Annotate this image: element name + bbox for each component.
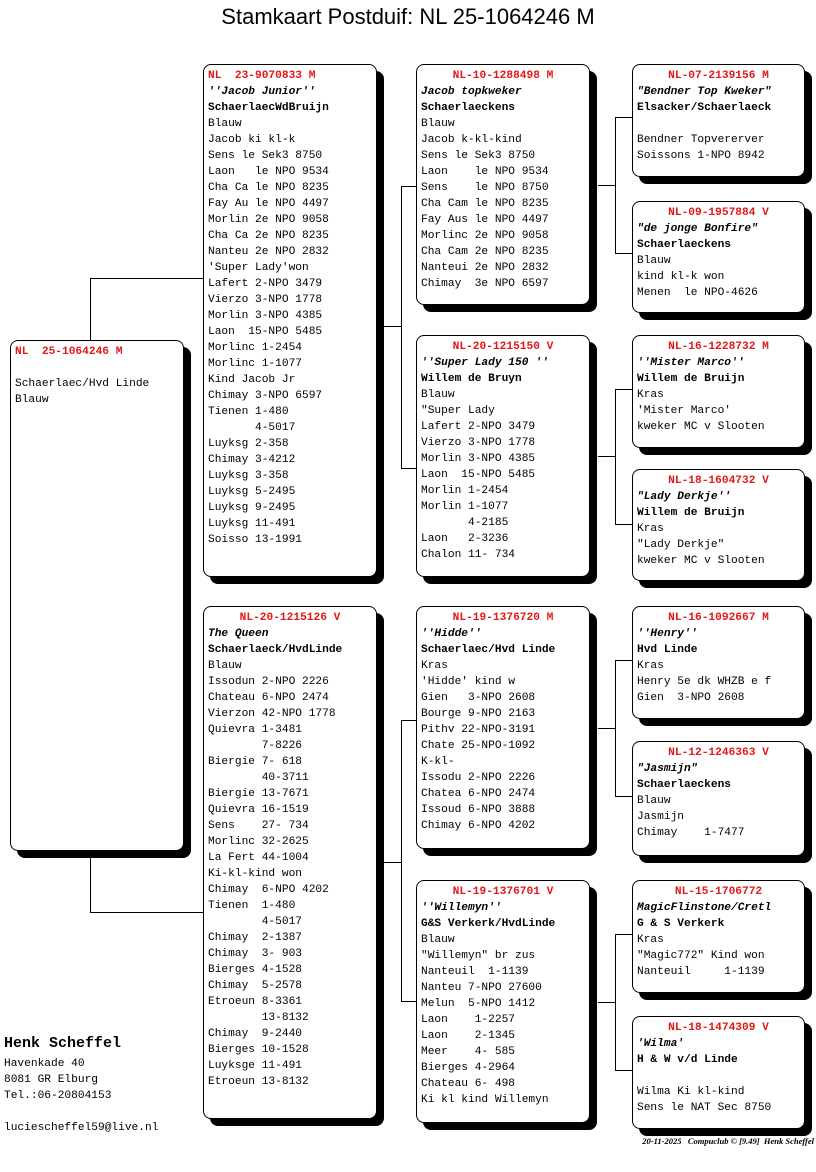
connector-line	[401, 468, 416, 469]
connector-line	[615, 660, 616, 797]
breeder: Hvd Linde	[637, 644, 698, 656]
breeder: G & S Verkerk	[637, 918, 725, 930]
breeder: Willem de Bruijn	[637, 373, 745, 385]
info-line: Wilma Ki kl-kind	[637, 1086, 745, 1098]
info-line: Vierzo 3-NPO 1778	[208, 294, 323, 306]
info-line: Meer 4- 585	[421, 1046, 515, 1058]
info-line: Chalon 11- 734	[421, 549, 515, 561]
breeder: Schaerlaeckens	[421, 102, 515, 114]
breeder: Willem de Bruyn	[421, 373, 522, 385]
info-line: Bourge 9-NPO 2163	[421, 708, 536, 720]
ring-number: NL-09-1957884 V	[668, 207, 769, 219]
info-line: Sens le NPO 8750	[421, 182, 549, 194]
info-line: Blauw	[421, 389, 455, 401]
info-line: Vierzon 42-NPO 1778	[208, 708, 336, 720]
ring-number: NL-19-1376701 V	[452, 886, 554, 898]
pigeon-card-father-mother[interactable]	[416, 335, 590, 577]
info-line: Cha Ca le NPO 8235	[208, 182, 329, 194]
info-line: Laon 2-3236	[421, 533, 509, 545]
info-line: Etroeun 13-8132	[208, 1076, 309, 1088]
ring-number: NL-18-1474309 V	[668, 1022, 769, 1034]
info-line: Chimay 5-2578	[208, 980, 302, 992]
info-line: Morlinc 32-2625	[208, 836, 309, 848]
info-line: Chimay 6-NPO 4202	[208, 884, 329, 896]
pigeon-card-mother-mother[interactable]	[416, 880, 590, 1123]
info-line: "Willemyn" br zus	[421, 950, 536, 962]
info-line: kind kl-k won	[637, 271, 725, 283]
pigeon-name: "de jonge Bonfire"	[637, 223, 758, 235]
info-line: Laon le NPO 9534	[421, 166, 549, 178]
info-line: Morlin 3-NPO 4385	[421, 453, 536, 465]
info-line: Kras	[637, 389, 664, 401]
info-line: Bierges 4-1528	[208, 964, 302, 976]
info-line: Bierges 10-1528	[208, 1044, 309, 1056]
connector-line	[598, 728, 616, 729]
info-line: Morlinc 1-2454	[208, 342, 302, 354]
ring-number: NL-16-1228732 M	[668, 341, 769, 353]
breeder: Elsacker/Schaerlaeck	[637, 102, 772, 114]
info-line: Gien 3-NPO 2608	[421, 692, 536, 704]
info-line: Jacob k-kl-kind	[421, 134, 522, 146]
info-line: Blauw	[637, 255, 671, 267]
ring-number: NL 25-1064246 M	[15, 346, 123, 358]
info-line: Cha Cam le NPO 8235	[421, 198, 549, 210]
info-line: Sens le Sek3 8750	[421, 150, 536, 162]
info-line: "Magic772" Kind won	[637, 950, 765, 962]
info-line: Issodu 2-NPO 2226	[421, 772, 536, 784]
info-line: Nanteu 7-NPO 27600	[421, 982, 542, 994]
info-line: Issoud 6-NPO 3888	[421, 804, 536, 816]
info-line: Luyksge 11-491	[208, 1060, 302, 1072]
info-line: Lafert 2-NPO 3479	[208, 278, 323, 290]
pigeon-name: The Queen	[208, 628, 269, 640]
pigeon-card-mfm[interactable]	[632, 741, 805, 856]
breeder: G&S Verkerk/HvdLinde	[421, 918, 556, 930]
ring-number: NL-20-1215126 V	[239, 612, 341, 624]
info-line: Luyksg 5-2495	[208, 486, 296, 498]
info-line: Sens le NAT Sec 8750	[637, 1102, 772, 1114]
pigeon-card-mff[interactable]	[632, 606, 805, 719]
info-line: 'Hidde' kind w	[421, 676, 515, 688]
info-line: Laon 15-NPO 5485	[208, 326, 323, 338]
breeder: Schaerlaeckens	[637, 779, 731, 791]
ring-number: NL-16-1092667 M	[668, 612, 769, 624]
pigeon-name: ''Hidde''	[421, 628, 482, 640]
ring-number: NL-15-1706772	[674, 886, 763, 898]
info-line: Quievra 1-3481	[208, 724, 302, 736]
info-line: "Super Lady	[421, 405, 495, 417]
page-title: Stamkaart Postduif: NL 25-1064246 M	[221, 4, 595, 29]
info-line: Blauw	[421, 118, 455, 130]
breeder: SchaerlaecWdBruijn	[208, 102, 329, 114]
info-line: kweker MC v Slooten	[637, 421, 765, 433]
pigeon-card-subject[interactable]	[10, 340, 184, 851]
connector-line	[401, 720, 402, 1002]
connector-line	[401, 1001, 416, 1002]
info-line: Schaerlaec/Hvd Linde	[15, 378, 150, 390]
info-line: 'Mister Marco'	[637, 405, 731, 417]
info-line: "Lady Derkje"	[637, 539, 725, 551]
connector-line	[401, 186, 416, 187]
info-line: 13-8132	[208, 1012, 309, 1024]
info-line: Chimay 1-7477	[637, 827, 745, 839]
connector-line	[598, 1002, 616, 1003]
pigeon-card-mmm[interactable]	[632, 1016, 805, 1129]
info-line: Laon 2-1345	[421, 1030, 515, 1042]
info-line: Chimay 3-NPO 6597	[208, 390, 323, 402]
breeder: Willem de Bruijn	[637, 507, 745, 519]
pigeon-card-fmm[interactable]	[632, 469, 805, 581]
ring-number: NL-18-1604732 V	[668, 475, 769, 487]
info-line: Chimay 3e NPO 6597	[421, 278, 549, 290]
info-line: 7-8226	[208, 740, 302, 752]
pigeon-card-fmf[interactable]	[632, 335, 805, 448]
pigeon-name: Jacob topkweker	[421, 86, 522, 98]
pigeon-card-father[interactable]	[203, 64, 377, 577]
info-line: Nanteuil 1-1139	[637, 966, 765, 978]
ring-number: NL-07-2139156 M	[668, 70, 769, 82]
program-credit: Compuclub © [9.49] Henk Scheffel	[687, 1136, 814, 1146]
info-line: Tienen 1-480	[208, 900, 296, 912]
connector-line	[615, 117, 616, 254]
info-line: Blauw	[421, 934, 455, 946]
info-line: 4-5017	[208, 422, 296, 434]
breeder: Schaerlaeck/HvdLinde	[208, 644, 343, 656]
info-line: Laon 1-2257	[421, 1014, 515, 1026]
owner-block	[4, 1034, 158, 1136]
info-line: Bendner Topvererver	[637, 134, 765, 146]
info-line: kweker MC v Slooten	[637, 555, 765, 567]
info-line: Luyksg 2-358	[208, 438, 289, 450]
info-line: Chatea 6-NPO 2474	[421, 788, 536, 800]
info-line: Jasmijn	[637, 811, 684, 823]
info-line: Luyksg 9-2495	[208, 502, 296, 514]
info-line: Pithv 22-NPO-3191	[421, 724, 536, 736]
info-line: 4-5017	[208, 916, 302, 928]
info-line: Etroeun 8-3361	[208, 996, 302, 1008]
pigeon-card-father-father[interactable]	[416, 64, 590, 305]
info-line: Vierzo 3-NPO 1778	[421, 437, 536, 449]
info-line: Laon 15-NPO 5485	[421, 469, 536, 481]
connector-line	[615, 524, 632, 525]
info-line: Chimay 6-NPO 4202	[421, 820, 536, 832]
connector-line	[401, 720, 416, 721]
pigeon-name: 'Wilma'	[637, 1038, 684, 1050]
info-line: 40-3711	[208, 772, 309, 784]
pigeon-card-fff[interactable]	[632, 64, 805, 177]
info-line: Kras	[421, 660, 448, 672]
pigeon-name: ''Jacob Junior''	[208, 86, 316, 98]
info-line: Ki kl kind Willemyn	[421, 1094, 549, 1106]
info-line: Morlinc 1-1077	[208, 358, 302, 370]
owner-phone: Tel.:06-20804153	[4, 1090, 112, 1102]
ring-number: NL 23-9070833 M	[208, 70, 316, 82]
owner-name: Henk Scheffel	[4, 1035, 122, 1052]
connector-line	[615, 389, 632, 390]
info-line: Blauw	[208, 660, 242, 672]
info-line: Chateau 6-NPO 2474	[208, 692, 329, 704]
info-line: Chimay 9-2440	[208, 1028, 302, 1040]
connector-line	[90, 912, 203, 913]
pigeon-card-mother-father[interactable]	[416, 606, 590, 849]
info-line: Luyksg 11-491	[208, 518, 296, 530]
breeder: H & W v/d Linde	[637, 1054, 738, 1066]
ring-number: NL-20-1215150 V	[452, 341, 554, 353]
owner-city: 8081 GR Elburg	[4, 1074, 98, 1086]
info-line: Cha Cam 2e NPO 8235	[421, 246, 549, 258]
owner-email[interactable]: luciescheffel59@live.nl	[4, 1122, 159, 1134]
info-line: Blauw	[15, 394, 49, 406]
ring-number: NL-12-1246363 V	[668, 747, 769, 759]
pigeon-name: ''Mister Marco''	[637, 357, 745, 369]
info-line: Sens 27- 734	[208, 820, 309, 832]
pigeon-card-ffm[interactable]	[632, 201, 805, 313]
info-line: Nanteuil 1-1139	[421, 966, 529, 978]
pigeon-card-mmf[interactable]	[632, 880, 805, 993]
connector-line	[384, 862, 402, 863]
pigeon-card-mother[interactable]	[203, 606, 377, 1119]
info-line: Cha Ca 2e NPO 8235	[208, 230, 329, 242]
connector-line	[615, 934, 632, 935]
info-line: Biergie 7- 618	[208, 756, 302, 768]
info-line: Melun 5-NPO 1412	[421, 998, 536, 1010]
pigeon-name: ''Willemyn''	[421, 902, 502, 914]
pigeon-name: "Bendner Top Kweker"	[637, 86, 772, 98]
pigeon-name: ''Super Lady 150 ''	[421, 357, 549, 369]
info-line: Chimay 3-4212	[208, 454, 296, 466]
connector-line	[615, 117, 632, 118]
print-date: 20-11-2025	[642, 1136, 682, 1146]
connector-line	[90, 278, 91, 340]
info-line: Morlin 1-1077	[421, 501, 509, 513]
info-line: K-kl-	[421, 756, 455, 768]
info-line: Tienen 1-480	[208, 406, 289, 418]
info-line: Morlin 3-NPO 4385	[208, 310, 323, 322]
info-line	[637, 1068, 804, 1084]
info-line: Morlinc 2e NPO 9058	[421, 230, 549, 242]
connector-line	[384, 326, 402, 327]
pigeon-name: "Jasmijn"	[637, 763, 698, 775]
ring-number: NL-19-1376720 M	[452, 612, 554, 624]
connector-line	[615, 796, 632, 797]
info-line: Kras	[637, 934, 664, 946]
connector-line	[90, 856, 91, 912]
info-line: Blauw	[637, 795, 671, 807]
info-line: Soissons 1-NPO 8942	[637, 150, 765, 162]
info-line: Kind Jacob Jr	[208, 374, 296, 386]
info-line: Blauw	[208, 118, 242, 130]
info-line: Menen le NPO-4626	[637, 287, 758, 299]
info-line	[637, 116, 804, 132]
info-line: Gien 3-NPO 2608	[637, 692, 745, 704]
info-line: Biergie 13-7671	[208, 788, 309, 800]
info-line: Kras	[637, 660, 664, 672]
info-line: Morlin 2e NPO 9058	[208, 214, 329, 226]
pigeon-name: MagicFlinstone/Cretl	[637, 902, 772, 914]
info-line: Kras	[637, 523, 664, 535]
info-line: Laon le NPO 9534	[208, 166, 329, 178]
owner-address: Havenkade 40	[4, 1058, 85, 1070]
info-line: La Fert 44-1004	[208, 852, 309, 864]
info-line: Issodun 2-NPO 2226	[208, 676, 329, 688]
info-line: Fay Au le NPO 4497	[208, 198, 329, 210]
info-line: Ki-kl-kind won	[208, 868, 302, 880]
connector-line	[615, 1070, 632, 1071]
connector-line	[598, 185, 616, 186]
ring-number: NL-10-1288498 M	[452, 70, 554, 82]
connector-line	[401, 186, 402, 469]
info-line: Lafert 2-NPO 3479	[421, 421, 536, 433]
info-line: Soisso 13-1991	[208, 534, 302, 546]
connector-line	[615, 253, 632, 254]
info-line: Fay Aus le NPO 4497	[421, 214, 549, 226]
spacer	[4, 1104, 158, 1120]
info-line: Nanteu 2e NPO 2832	[208, 246, 329, 258]
info-line	[15, 360, 183, 376]
info-line: Jacob ki kl-k	[208, 134, 296, 146]
connector-line	[598, 456, 616, 457]
info-line: Chateau 6- 498	[421, 1078, 515, 1090]
info-line: Henry 5e dk WHZB e f	[637, 676, 772, 688]
connector-line	[90, 278, 203, 279]
info-line: 4-2185	[421, 517, 509, 529]
footer	[642, 1136, 814, 1146]
info-line: Bierges 4-2964	[421, 1062, 515, 1074]
info-line: Quievra 16-1519	[208, 804, 309, 816]
info-line: Sens le Sek3 8750	[208, 150, 323, 162]
info-line: Chimay 3- 903	[208, 948, 302, 960]
info-line: Chate 25-NPO-1092	[421, 740, 536, 752]
pigeon-name: ''Henry''	[637, 628, 698, 640]
connector-line	[615, 660, 632, 661]
info-line: Chimay 2-1387	[208, 932, 302, 944]
connector-line	[615, 389, 616, 525]
connector-line	[615, 934, 616, 1071]
pigeon-name: "Lady Derkje''	[637, 491, 731, 503]
breeder: Schaerlaec/Hvd Linde	[421, 644, 556, 656]
info-line: Luyksg 3-358	[208, 470, 289, 482]
info-line: 'Super Lady'won	[208, 262, 309, 274]
breeder: Schaerlaeckens	[637, 239, 731, 251]
info-line: Nanteui 2e NPO 2832	[421, 262, 549, 274]
info-line: Morlin 1-2454	[421, 485, 509, 497]
